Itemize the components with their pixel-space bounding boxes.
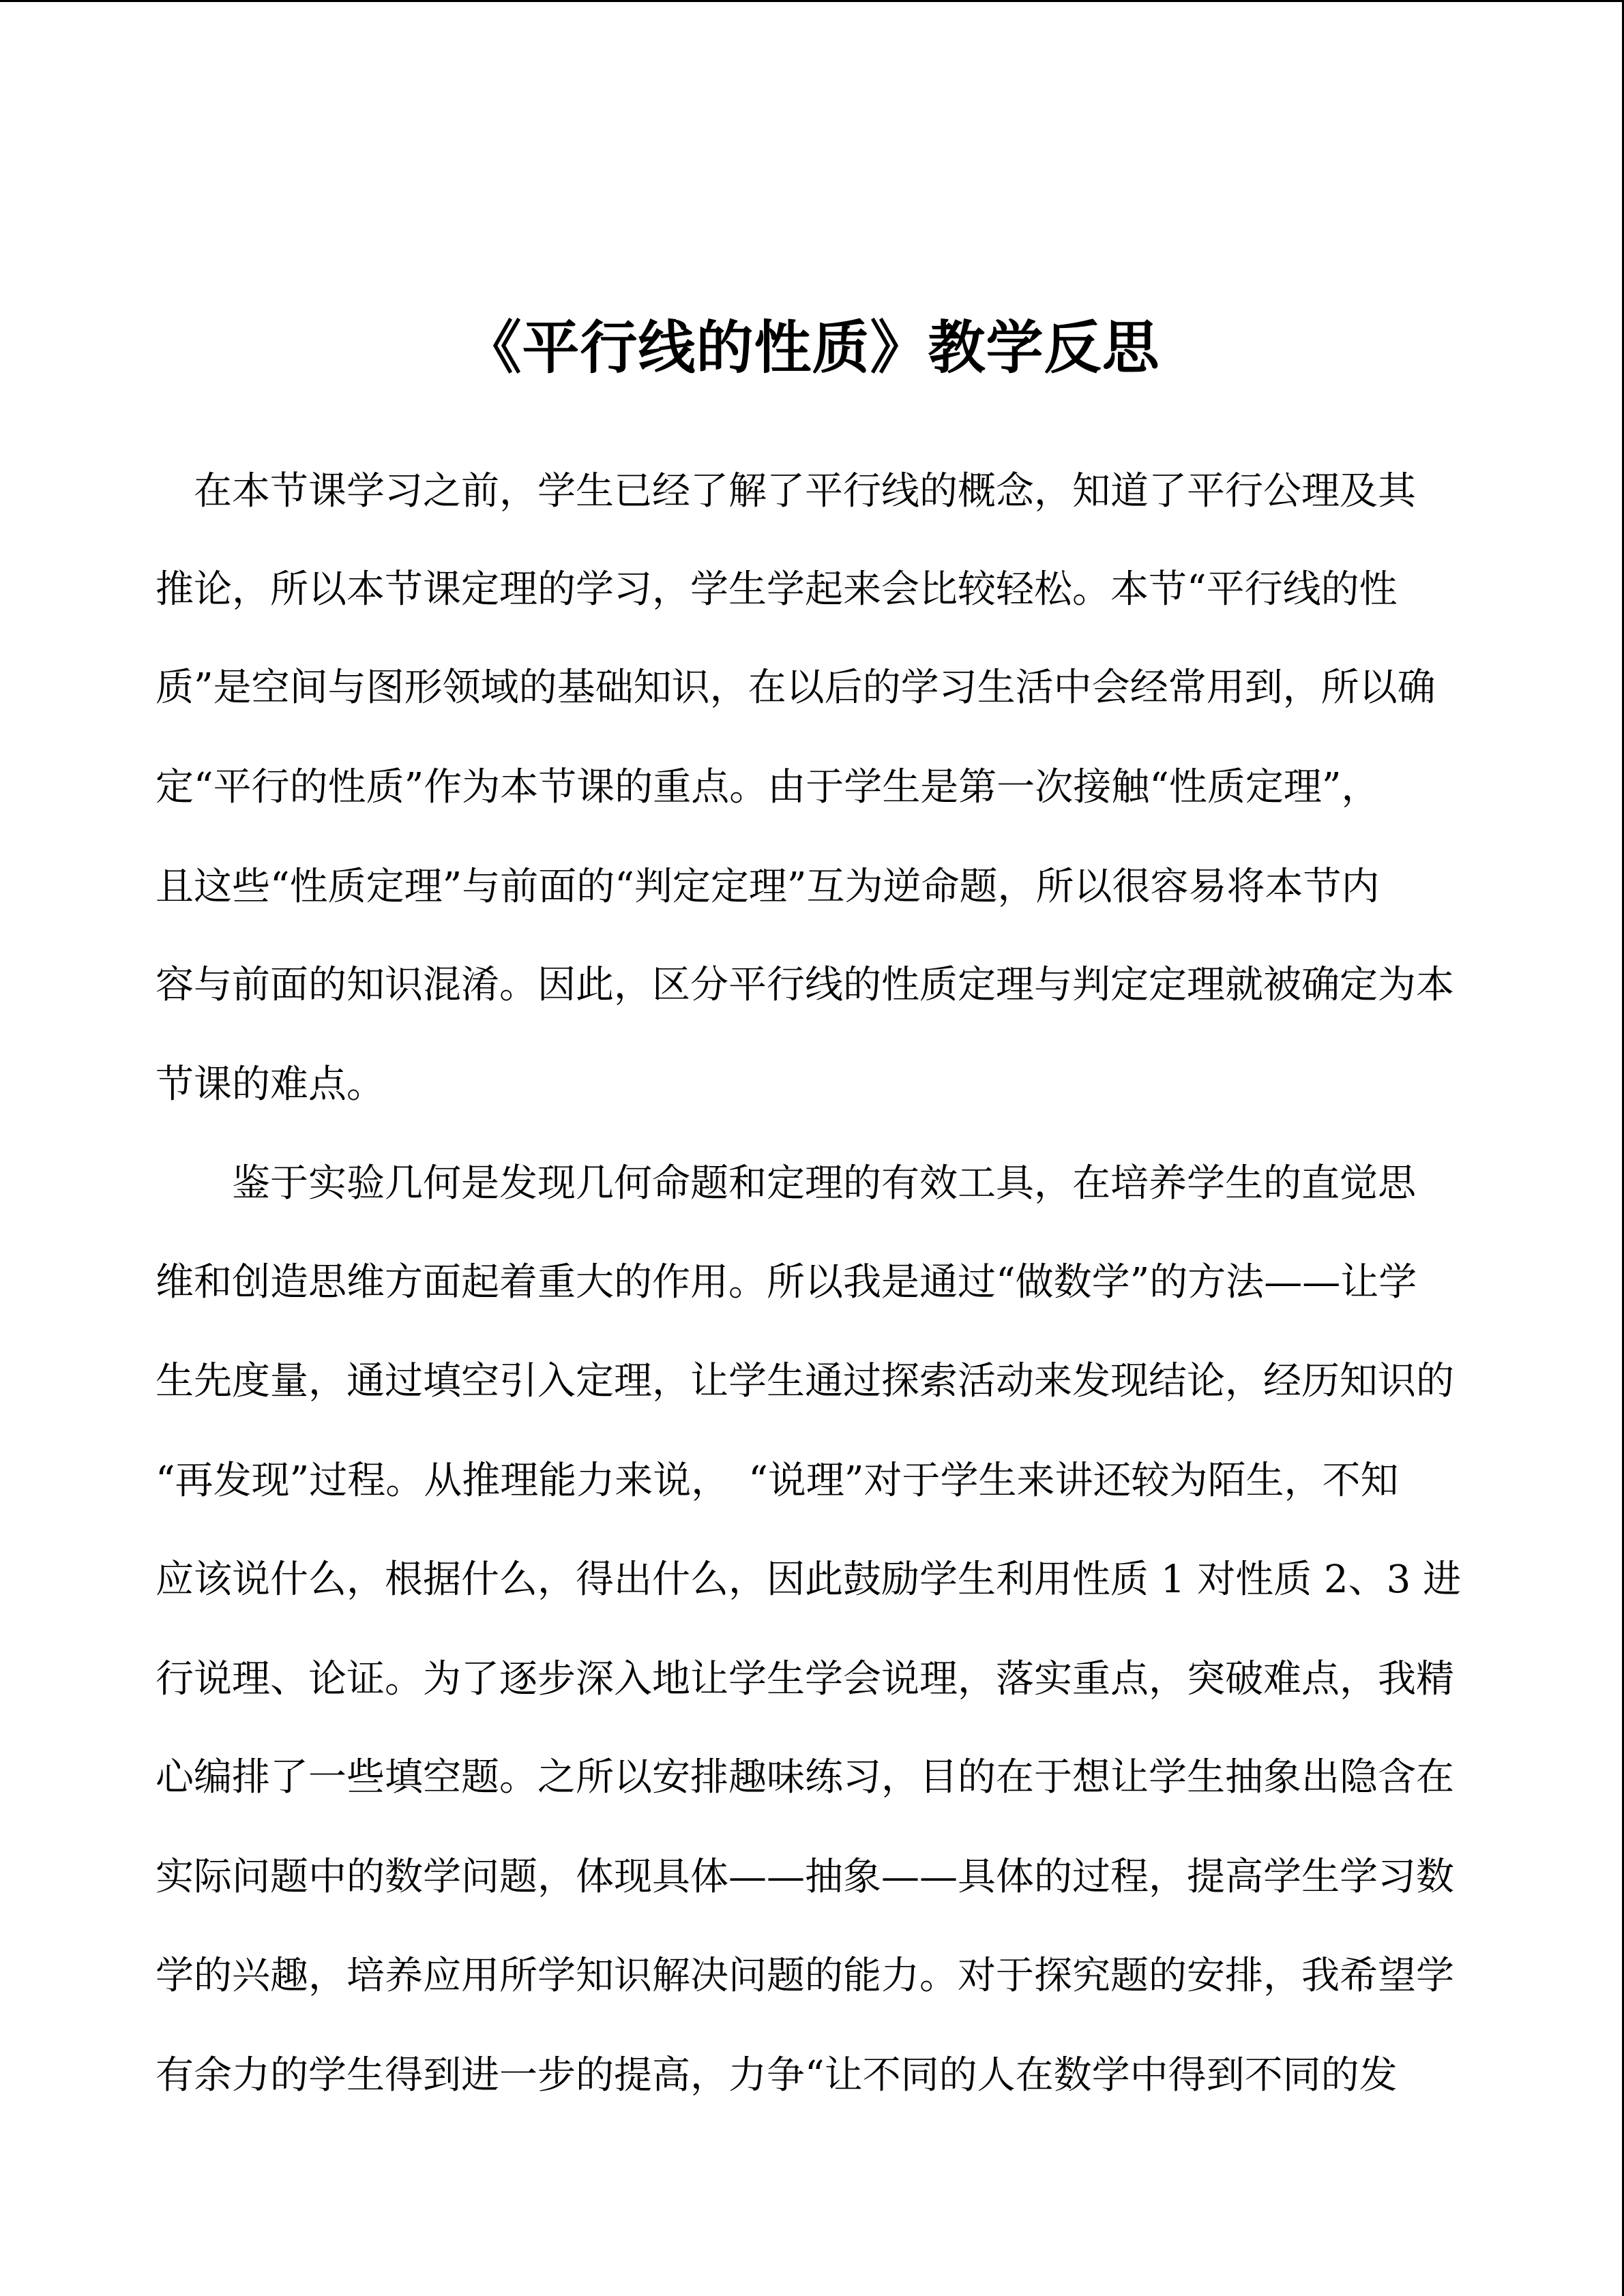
body-line-4: 定“平行的性质”作为本节课的重点。由于学生是第一次接触“性质定理”， bbox=[156, 765, 1380, 809]
body-line-2: 推论，所以本节课定理的学习，学生学起来会比较轻松。本节“平行线的性 bbox=[156, 567, 1398, 612]
page-border-top bbox=[0, 0, 1624, 2]
body-line-14: 心编排了一些填空题。之所以安排趣味练习，目的在于想让学生抽象出隐含在 bbox=[156, 1755, 1454, 1800]
body-line-12: 应该说什么，根据什么，得出什么，因此鼓励学生利用性质 1 对性质 2、3 进 bbox=[156, 1557, 1462, 1602]
page-title: 《平行线的性质》教学反思 bbox=[464, 314, 1160, 381]
body-line-1: 在本节课学习之前，学生已经了解了平行线的概念，知道了平行公理及其 bbox=[156, 469, 1416, 513]
body-line-3: 质”是空间与图形领域的基础知识，在以后的学习生活中会经常用到，所以确 bbox=[156, 666, 1436, 710]
body-line-10: 生先度量，通过填空引入定理，让学生通过探索活动来发现结论，经历知识的 bbox=[156, 1359, 1454, 1403]
body-line-9: 维和创造思维方面起着重大的作用。所以我是通过“做数学”的方法——让学 bbox=[156, 1260, 1417, 1304]
body-line-11: “再发现”过程。从推理能力来说， “说理”对于学生来讲还较为陌生，不知 bbox=[156, 1459, 1399, 1503]
body-line-13: 行说理、论证。为了逐步深入地让学生学会说理，落实重点，突破难点，我精 bbox=[156, 1657, 1454, 1701]
body-line-6: 容与前面的知识混淆。因此，区分平行线的性质定理与判定定理就被确定为本 bbox=[156, 963, 1454, 1007]
body-line-17: 有余力的学生得到进一步的提高，力争“让不同的人在数学中得到不同的发 bbox=[156, 2053, 1398, 2098]
body-line-5: 且这些“性质定理”与前面的“判定定理”互为逆命题，所以很容易将本节内 bbox=[156, 865, 1380, 909]
body-line-8: 鉴于实验几何是发现几何命题和定理的有效工具，在培养学生的直觉思 bbox=[156, 1161, 1416, 1206]
body-line-7: 节课的难点。 bbox=[156, 1062, 385, 1107]
body-line-15: 实际问题中的数学问题，体现具体——抽象——具体的过程，提高学生学习数 bbox=[156, 1855, 1454, 1899]
body-line-16: 学的兴趣，培养应用所学知识解决问题的能力。对于探究题的安排，我希望学 bbox=[156, 1954, 1454, 1998]
